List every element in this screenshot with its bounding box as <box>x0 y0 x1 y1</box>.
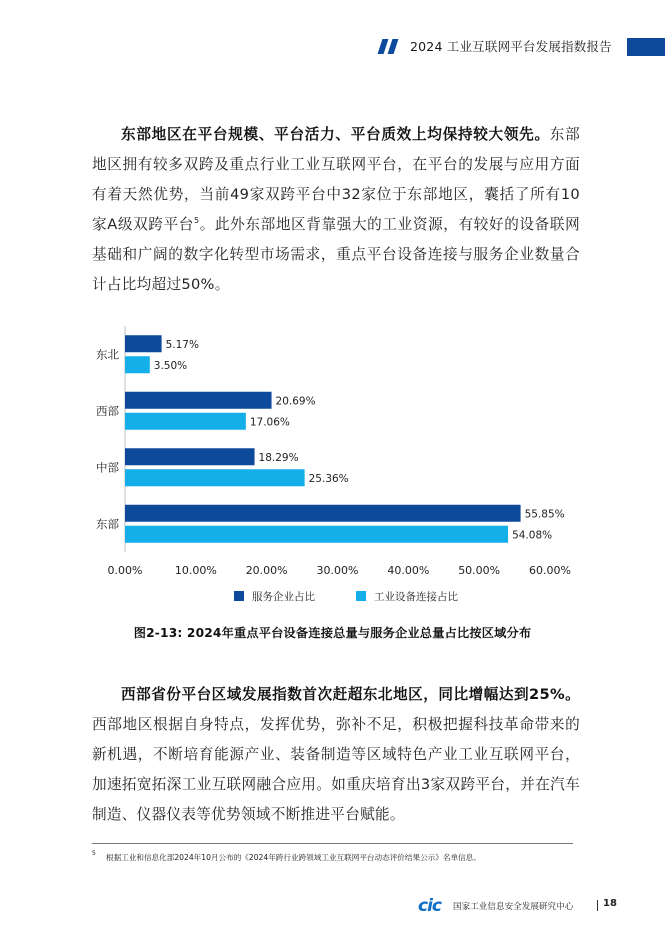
category-label: 东部 <box>96 516 119 531</box>
footnote-text: 根据工业和信息化部2024年10月公布的《2024年跨行业跨领域工业互联网平台动态评价结果公示》名单信息。 <box>106 853 481 862</box>
legend-swatch <box>356 591 366 601</box>
bar-device-connection <box>125 526 508 543</box>
x-tick-label: 0.00% <box>107 564 143 577</box>
footnote-ref[interactable]: 5 <box>193 216 200 226</box>
category-label: 西部 <box>96 403 119 418</box>
paragraph-east-region <box>92 120 580 300</box>
figure-caption: 图2-13: 2024年重点平台设备连接总量与服务企业总量占比按区域分布 <box>133 626 532 640</box>
bar-device-connection <box>125 356 150 373</box>
x-tick-label: 20.00% <box>245 564 288 577</box>
footnote-mark: 5 <box>92 850 96 857</box>
header-accent-bar <box>627 38 665 56</box>
data-label: 20.69% <box>275 395 316 408</box>
bar-device-connection <box>125 413 246 430</box>
x-tick-label: 50.00% <box>458 564 501 577</box>
paragraph-lead: 西部省份平台区域发展指数首次赶超东北地区，同比增幅达到25%。 <box>121 686 580 703</box>
x-tick-label: 60.00% <box>529 564 571 577</box>
x-tick-label: 30.00% <box>316 564 359 577</box>
page-footer <box>0 896 665 916</box>
bar-service-enterprise <box>125 335 162 352</box>
header-slash-mark <box>378 39 389 54</box>
footer-organization: 国家工业信息安全发展研究中心 <box>453 902 574 912</box>
paragraph-text: 东部地区拥有较多双跨及重点行业工业互联网平台，在平台的发展与应用方面有着天然优势，当前49家双跨平台中32家位于东部地区，囊括了所有10家A级双跨平台 <box>92 126 580 233</box>
bar-device-connection <box>125 469 305 486</box>
bar-service-enterprise <box>125 448 255 465</box>
page-number: 18 <box>603 898 617 909</box>
page-header <box>0 38 665 56</box>
data-label: 3.50% <box>153 359 188 372</box>
footer-separator <box>597 900 598 911</box>
header-slash-mark <box>388 39 399 54</box>
paragraph-text: 西部地区根据自身特点，发挥优势，弥补不足，积极把握科技革命带来的新机遇，不断培育能源产业、装备制造等区域特色产业工业互联网平台，加速拓宽拓深工业互联网融合应用。如重庆培育出3家双跨平台，并在汽车制造、仪器仪表等优势领域不断推进平台赋能。 <box>92 716 580 823</box>
footnote-divider <box>92 843 573 844</box>
category-label: 东北 <box>96 347 119 362</box>
legend-swatch <box>234 591 244 601</box>
cic-logo: cic <box>418 896 441 916</box>
bar-service-enterprise <box>125 392 272 409</box>
report-title: 2024 工业互联网平台发展指数报告 <box>410 39 612 54</box>
data-label: 25.36% <box>308 472 349 485</box>
data-label: 54.08% <box>512 529 553 542</box>
paragraph-text: 。此外东部地区背靠强大的工业资源，有较好的设备联网基础和广阔的数字化转型市场需求，重点平台设备连接与服务企业数量合计占比均超过50%。 <box>92 216 580 293</box>
legend-label: 服务企业占比 <box>252 591 315 603</box>
data-label: 5.17% <box>165 338 199 351</box>
bar-service-enterprise <box>125 505 521 522</box>
region-share-bar-chart <box>88 318 588 618</box>
paragraph-west-region <box>92 680 580 830</box>
data-label: 55.85% <box>524 508 565 521</box>
data-label: 17.06% <box>249 416 290 429</box>
data-label: 18.29% <box>258 451 299 464</box>
legend-label: 工业设备连接占比 <box>374 591 458 603</box>
category-label: 中部 <box>96 460 119 475</box>
x-tick-label: 40.00% <box>387 564 430 577</box>
x-tick-label: 10.00% <box>174 564 217 577</box>
paragraph-lead: 东部地区在平台规模、平台活力、平台质效上均保持较大领先。 <box>121 126 550 143</box>
